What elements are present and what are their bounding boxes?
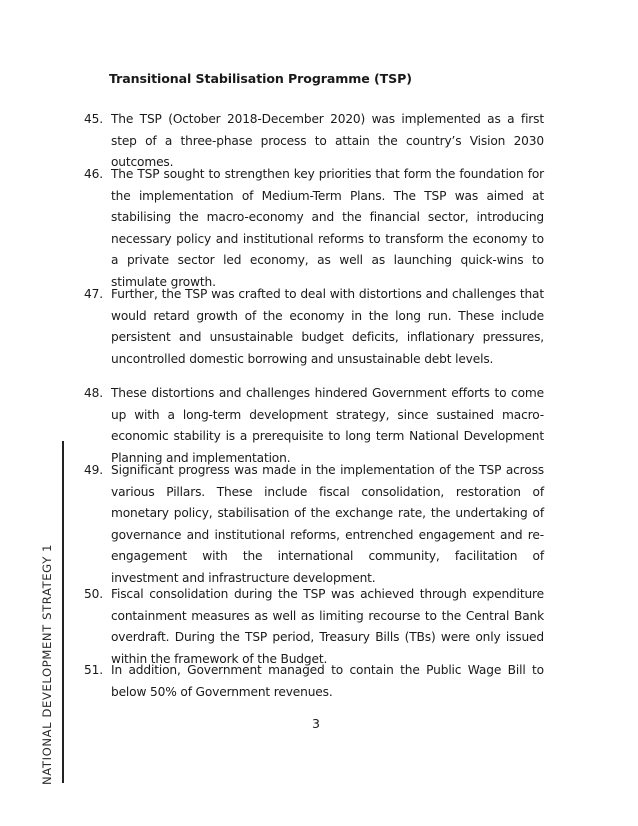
paragraph-text: The TSP (October 2018-December 2020) was implemented as a first step of a three-phase process to attain the country’s Vision 2030 outcomes.	[111, 112, 544, 169]
paragraph-text: Further, the TSP was crafted to deal with distortions and challenges that would retard growth of the economy in the long run. These include persistent and unsustainable budget deficits, inflationary pressures, uncontrolled domestic borrowing and unsustainable debt levels.	[111, 287, 544, 366]
paragraph-number: 46.	[84, 167, 103, 181]
paragraph-text: These distortions and challenges hindered Government efforts to come up with a long-term development strategy, since sustained macro-economic stability is a prerequisite to long term National Development Planning and implementation.	[111, 386, 544, 465]
page-number: 3	[312, 716, 320, 731]
side-divider	[62, 441, 64, 783]
paragraph-number: 45.	[84, 112, 103, 126]
paragraph-51	[84, 660, 544, 703]
paragraph-49	[84, 460, 544, 589]
paragraph-46	[84, 164, 544, 293]
paragraph-number: 51.	[84, 663, 103, 677]
paragraph-text: Fiscal consolidation during the TSP was achieved through expenditure containment measures as well as limiting recourse to the Central Bank overdraft. During the TSP period, Treasury Bills (TBs) were only issued within the framework of the Budget.	[111, 587, 544, 666]
paragraph-50	[84, 584, 544, 670]
paragraph-number: 49.	[84, 463, 103, 477]
paragraph-text: The TSP sought to strengthen key priorities that form the foundation for the implementation of Medium-Term Plans. The TSP was aimed at stabilising the macro-economy and the financial sector, introducing necessary policy and institutional reforms to transform the economy to a private sector led economy, as well as launching quick-wins to stimulate growth.	[111, 167, 544, 289]
section-heading: Transitional Stabilisation Programme (TSP)	[109, 71, 412, 86]
paragraph-47	[84, 284, 544, 370]
paragraph-number: 48.	[84, 386, 103, 400]
document-series-label: NATIONAL DEVELOPMENT STRATEGY 1	[40, 543, 54, 785]
paragraph-text: Significant progress was made in the implementation of the TSP across various Pillars. These include fiscal consolidation, restoration of monetary policy, stabilisation of the exchange rate, the undertaking of governance and institutional reforms, entrenched engagement and re-engagement with the international community, facilitation of investment and infrastructure development.	[111, 463, 544, 585]
paragraph-text: In addition, Government managed to contain the Public Wage Bill to below 50% of Government revenues.	[111, 663, 544, 699]
paragraph-number: 47.	[84, 287, 103, 301]
paragraph-48	[84, 383, 544, 469]
paragraph-number: 50.	[84, 587, 103, 601]
